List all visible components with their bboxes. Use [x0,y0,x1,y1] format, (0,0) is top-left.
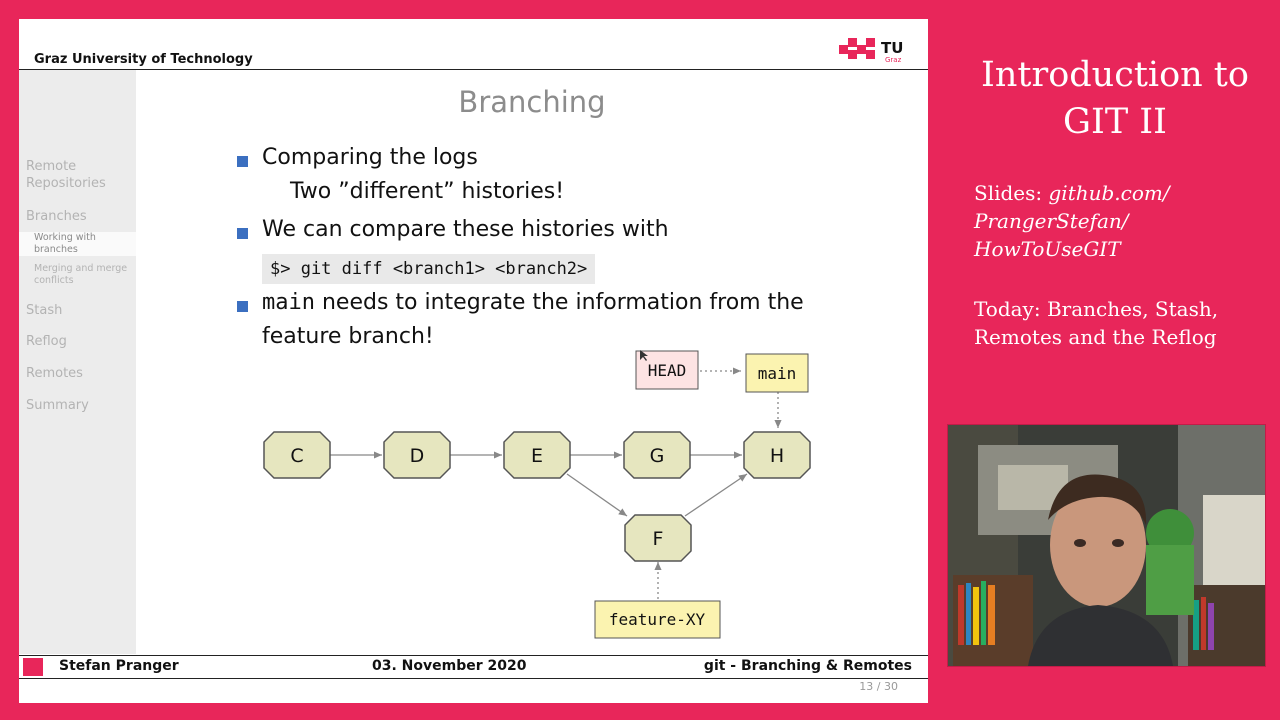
edge-f-h [685,474,747,516]
svg-text:TU: TU [881,39,904,57]
nav-item-summary[interactable]: Summary [26,398,89,413]
svg-text:Graz: Graz [885,56,902,64]
commit-node-f [625,515,691,561]
lecture-title-line2: GIT II [1063,102,1167,142]
footer-date: 03. November 2020 [372,658,527,674]
bullet-2-text: We can compare these histories with [262,217,669,242]
slides-label: Slides: [974,181,1049,205]
svg-text:HEAD: HEAD [647,361,687,380]
feature-branch-label [595,601,720,638]
nav-item-stash[interactable]: Stash [26,303,63,318]
main-branch-label [746,354,808,392]
university-name: Graz University of Technology [34,52,253,67]
svg-text:G: G [649,445,665,467]
footer-talk-title: git - Branching & Remotes [703,658,912,674]
commit-node-c [264,432,330,478]
mouse-cursor-icon [640,350,648,362]
svg-text:E: E [530,445,544,467]
lecture-title [955,52,1275,146]
svg-text:feature-XY: feature-XY [608,610,706,629]
svg-text:H: H [769,445,785,467]
svg-text:F: F [652,528,664,550]
svg-text:main: main [757,364,797,383]
slide-title: Branching [458,85,606,119]
footer-presenter: Stefan Pranger [59,658,179,674]
lecture-title-line1: Introduction to [981,55,1249,95]
git-diff-command: $> git diff <branch1> <branch2> [262,254,595,284]
bullet-1-subtext: Two ”different” histories! [290,179,565,204]
main-code-word: main [262,290,315,315]
slides-link-block [974,179,1264,263]
bullet-1-text: Comparing the logs [262,145,478,170]
nav-item-remote-repositories[interactable]: Remote Repositories [26,159,106,191]
page-number: 13 / 30 [859,680,898,693]
commit-node-h [744,432,810,478]
slides-link-part2[interactable]: PrangerStefan/ [974,209,1129,233]
today-line2: Remotes and the Reflog [974,325,1217,349]
commit-node-e [504,432,570,478]
webcam-scene [948,425,1265,666]
nav-item-reflog[interactable]: Reflog [26,334,67,349]
bullet-3-rest: needs to integrate the information from the [314,290,804,315]
commit-node-g [624,432,690,478]
slides-link-part3[interactable]: HowToUseGIT [974,237,1121,261]
slide-footer [19,655,928,679]
edge-e-f [567,474,627,516]
webcam-video [948,425,1265,666]
bullet-3-line2: feature branch! [262,324,434,349]
commit-node-d [384,432,450,478]
presentation-slide [19,19,928,703]
svg-text:D: D [409,445,425,467]
commit-graph-diagram [19,19,928,703]
nav-subitem-working-with-branches[interactable]: Working with branches [19,232,136,256]
slides-link-part1[interactable]: github.com/ [1048,181,1170,205]
footer-accent-square [23,658,43,676]
today-topics [974,295,1264,351]
nav-item-remotes[interactable]: Remotes [26,366,83,381]
today-line1: Today: Branches, Stash, [974,297,1219,321]
svg-text:C: C [290,445,304,467]
nav-subitem-merging-and-merge-conflicts[interactable]: Merging and merge conflicts [34,263,128,286]
nav-item-branches[interactable]: Branches [26,209,87,224]
